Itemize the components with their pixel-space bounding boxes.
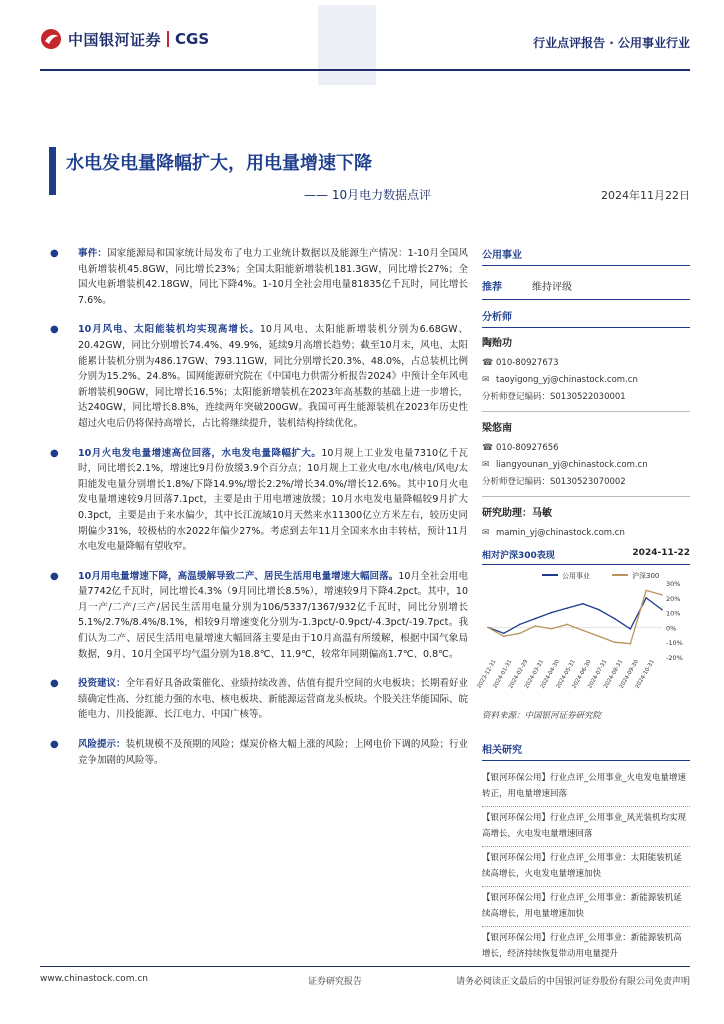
analyst-email[interactable] [482, 457, 690, 474]
data-point [582, 603, 584, 605]
data-point [503, 633, 505, 635]
bullet-icon: ● [50, 678, 59, 690]
related-report-link[interactable]: 【银河环保公用】行业点评_公用事业_火电发电量增速转正，用电量增速回落 [482, 767, 690, 807]
x-tick-label: 2024-02-29 [508, 659, 530, 690]
x-tick-label: 2024-05-31 [555, 659, 577, 690]
y-tick-label: 0% [666, 624, 677, 633]
footer-disclaimer: 请务必阅读正文最后的中国银河证券股份有限公司免责声明 [455, 977, 690, 987]
data-point [487, 627, 489, 629]
data-point [645, 590, 647, 592]
y-tick-label: 10% [666, 609, 681, 618]
report-body [48, 246, 468, 782]
data-point [614, 618, 616, 620]
x-tick-label: 2024-08-31 [603, 659, 625, 690]
paragraph-text: 全年看好具备政策催化、业绩持续改善、估值有提升空间的火电板块；长期看好业绩确定性高、分红能力强的水电、核电板块、新能源运营商龙头板块。个股关注华能国际、皖能电力、川投能源、长江电力、中国广核等。 [78, 678, 468, 721]
bullet-icon: ● [50, 570, 59, 582]
divider [482, 411, 690, 412]
x-tick-label: 2024-01-31 [492, 659, 514, 690]
footer-label: 证券研究报告 [308, 977, 363, 987]
body-paragraph [48, 569, 468, 663]
paragraph-lead: 事件： [78, 248, 108, 259]
analyst-cert: 分析师登记编码：S0130522030001 [482, 392, 626, 402]
data-point [661, 594, 663, 596]
footer-url[interactable]: www.chinastock.com.cn [40, 974, 148, 984]
x-tick-label: 2024-07-31 [587, 659, 609, 690]
paragraph-text: 装机规模不及预期的风险；煤炭价格大幅上涨的风险；上网电价下调的风险；行业竞争加剧的风险等。 [78, 739, 468, 766]
footer-divider [40, 966, 690, 967]
data-point [550, 628, 552, 630]
y-tick-label: -10% [666, 639, 683, 648]
analyst-name: 梁悠南 [482, 423, 512, 434]
cgs-logo-icon [40, 28, 62, 50]
analyst-cert: 分析师登记编码：S0130523070002 [482, 477, 626, 487]
bullet-icon: ● [50, 447, 59, 459]
report-subtitle: —— 10月电力数据点评 [304, 188, 432, 202]
report-title: 水电发电量降幅扩大，用电量增速下降 [66, 153, 372, 174]
paragraph-lead: 10月风电、太阳能装机均实现高增长。 [78, 324, 260, 336]
legend-label: 公用事业 [562, 572, 590, 580]
performance-chart [476, 565, 690, 705]
phone-text: 010-80927656 [496, 443, 559, 453]
phone-icon: ☎ [482, 358, 494, 368]
data-point [630, 628, 632, 630]
x-tick-label: 2024-09-30 [618, 659, 641, 690]
bullet-icon: ● [50, 739, 59, 751]
data-point [550, 612, 552, 614]
header-watermark [318, 5, 376, 85]
header-divider [40, 69, 690, 71]
data-point [566, 624, 568, 626]
data-point [630, 643, 632, 645]
data-point [566, 607, 568, 609]
analyst-header: 分析师 [482, 308, 690, 328]
x-tick-label: 2024-04-30 [539, 659, 561, 690]
y-tick-label: 30% [666, 580, 681, 588]
data-point [519, 633, 521, 635]
research-assistant: 研究助理：马敏 [482, 508, 552, 519]
body-paragraph [48, 322, 468, 431]
email-link[interactable]: mamin_yj@chinastock.com.cn [496, 528, 625, 538]
paragraph-lead: 投资建议： [78, 678, 126, 690]
brand-name-en: CGS [175, 30, 210, 48]
rating-key: 推荐 [482, 282, 502, 293]
brand-separator [167, 31, 169, 47]
data-point [535, 625, 537, 627]
paragraph-lead: 10月用电量增速下降，高温缓解导致二产、居民生活用电量增速大幅回落。 [78, 570, 399, 582]
data-point [519, 624, 521, 626]
related-report-link[interactable]: 【银河环保公用】行业点评_公用事业：新能源装机高增长，经济持续恢复带动用电量提升 [482, 927, 690, 967]
paragraph-text: 10月规上工业发电量7310亿千瓦时，同比增长2.1%，增速比9月份放缓3.9个百分点；10月规上工业火电/水电/核电/风电/太阳能发电量分别增长1.8%/下降14.9%/增长2.2%/增长34.0%/增长12.6%。其中10月火电发电量增速较9月回落7.1pct，主要是由于用电增速放缓；10月水电发电量降幅较9月扩大0.3pct，主要是由于来水偏少，其中长江流域10月天然来水11300亿立方米左右，较历史同期偏少31%，较极枯的水2022年偏少27%。考虑到去年11月全国来水由丰转枯，预计11月水电发电量降幅有望收窄。 [78, 447, 468, 553]
phone-text: 010-80927673 [496, 358, 559, 368]
data-point [503, 635, 505, 637]
title-accent-bar [49, 147, 56, 195]
x-tick-label: 2024-10-31 [634, 659, 656, 690]
brand-logo [40, 28, 209, 50]
assistant-email[interactable] [482, 525, 690, 542]
paragraph-text: 10月全社会用电量7742亿千瓦时，同比增长4.3%（9月同比增长8.5%），增速较9月下降4.2pct。其中，10月一产/二产/三产/居民生活用电量分别为106/5337/1367/932亿千瓦时，同比分别增长5.1%/2.7%/8.4%/8.1%，相较9月增速变化分别为-1.3pct/-0.9pct/-4.3pct/-19.7pct。我们认为二产、居民生活用电量增速大幅回落主要是由于10月高温有所缓解，根据中国气象局数据，9月、10月全国平均气温分别为18.8℃、11.9℃，较常年同期偏高1.7℃、0.8℃。 [78, 570, 468, 660]
analyst-phone [482, 440, 690, 457]
bullet-icon: ● [50, 324, 59, 336]
data-point [598, 635, 600, 637]
email-link[interactable]: taoyigong_yj@chinastock.com.cn [496, 375, 638, 385]
sidebar [476, 246, 690, 967]
mail-icon: ✉ [482, 375, 490, 385]
data-point [661, 609, 663, 611]
data-point [614, 641, 616, 643]
data-point [645, 597, 647, 599]
body-paragraph [48, 246, 468, 308]
body-paragraph [48, 446, 468, 555]
x-tick-label: 2024-06-30 [571, 659, 593, 690]
related-report-link[interactable]: 【银河环保公用】行业点评_公用事业：新能源装机延续高增长，用电量增速加快 [482, 887, 690, 927]
mail-icon: ✉ [482, 528, 490, 538]
analyst-email[interactable] [482, 372, 690, 389]
analyst-phone [482, 355, 690, 372]
paragraph-lead: 风险提示： [78, 739, 126, 751]
related-report-link[interactable]: 【银河环保公用】行业点评_公用事业_风光装机均实现高增长，火电发电量增速回落 [482, 807, 690, 847]
brand-name-cn: 中国银河证券 [68, 30, 162, 49]
y-tick-label: -20% [666, 654, 683, 662]
chart-source: 资料来源：中国银河证券研究院 [482, 711, 602, 721]
body-paragraph [48, 737, 468, 768]
email-link[interactable]: liangyounan_yj@chinastock.com.cn [496, 460, 648, 470]
mail-icon: ✉ [482, 460, 490, 470]
chart-date: 2024-11-22 [632, 548, 690, 558]
data-point [535, 618, 537, 620]
related-report-link[interactable]: 【银河环保公用】行业点评_公用事业：太阳能装机延续高增长，火电发电量增速加快 [482, 847, 690, 887]
rating-value: 维持评级 [532, 282, 572, 293]
analyst-block [482, 334, 690, 406]
body-paragraph [48, 676, 468, 723]
report-type: 行业点评报告 · 公用事业行业 [533, 36, 690, 50]
chart-title: 相对沪深300表现 [482, 551, 555, 561]
divider [482, 496, 690, 497]
rating-row [482, 272, 690, 300]
related-header: 相关研究 [482, 741, 690, 761]
phone-icon: ☎ [482, 443, 494, 453]
paragraph-text: 10月风电、太阳能新增装机分别为6.68GW、20.42GW，同比分别增长74.4%、49.9%，延续9月高增长趋势；截至10月末，风电、太阳能累计装机分别为486.17GW、793.11GW，同比分别增长20.3%、48.0%，占总装机比例分别为15.2%、24.8%。国网能源研究院在《中国电力供需分析报告2024》中预计全年风电新增装机90GW，同比增长16.5%；太阳能新增装机在2023年高基数的基础上进一步增长，达240GW，同比增长8.8%，连续两年突破200GW。我国可再生能源装机在2023年历史性超过火电后仍将保持高增长，占比将继续提升，装机结构持续优化。 [78, 324, 468, 429]
legend-label: 沪深300 [632, 572, 660, 580]
x-tick-label: 2024-03-31 [523, 659, 546, 690]
paragraph-lead: 10月火电发电量增速高位回落，水电发电量降幅扩大。 [78, 447, 322, 459]
industry-label: 公用事业 [482, 246, 690, 266]
paragraph-text: 国家能源局和国家统计局发布了电力工业统计数据以及能源生产情况：1-10月全国风电新增装机45.8GW，同比增长23%；全国太阳能新增装机181.3GW，同比增长27%；全国火电新增装机42.18GW，同比下降4%。1-10月全社会用电量81835亿千瓦时，同比增长7.6%。 [78, 248, 468, 306]
bullet-icon: ● [50, 248, 59, 259]
x-tick-label: 2023-12-31 [476, 659, 498, 690]
analyst-block [482, 419, 690, 491]
data-point [598, 609, 600, 611]
analyst-name: 陶贻功 [482, 338, 512, 349]
y-tick-label: 20% [666, 594, 681, 603]
report-date: 2024年11月22日 [601, 189, 690, 202]
chart-header [482, 548, 690, 565]
data-point [582, 630, 584, 632]
